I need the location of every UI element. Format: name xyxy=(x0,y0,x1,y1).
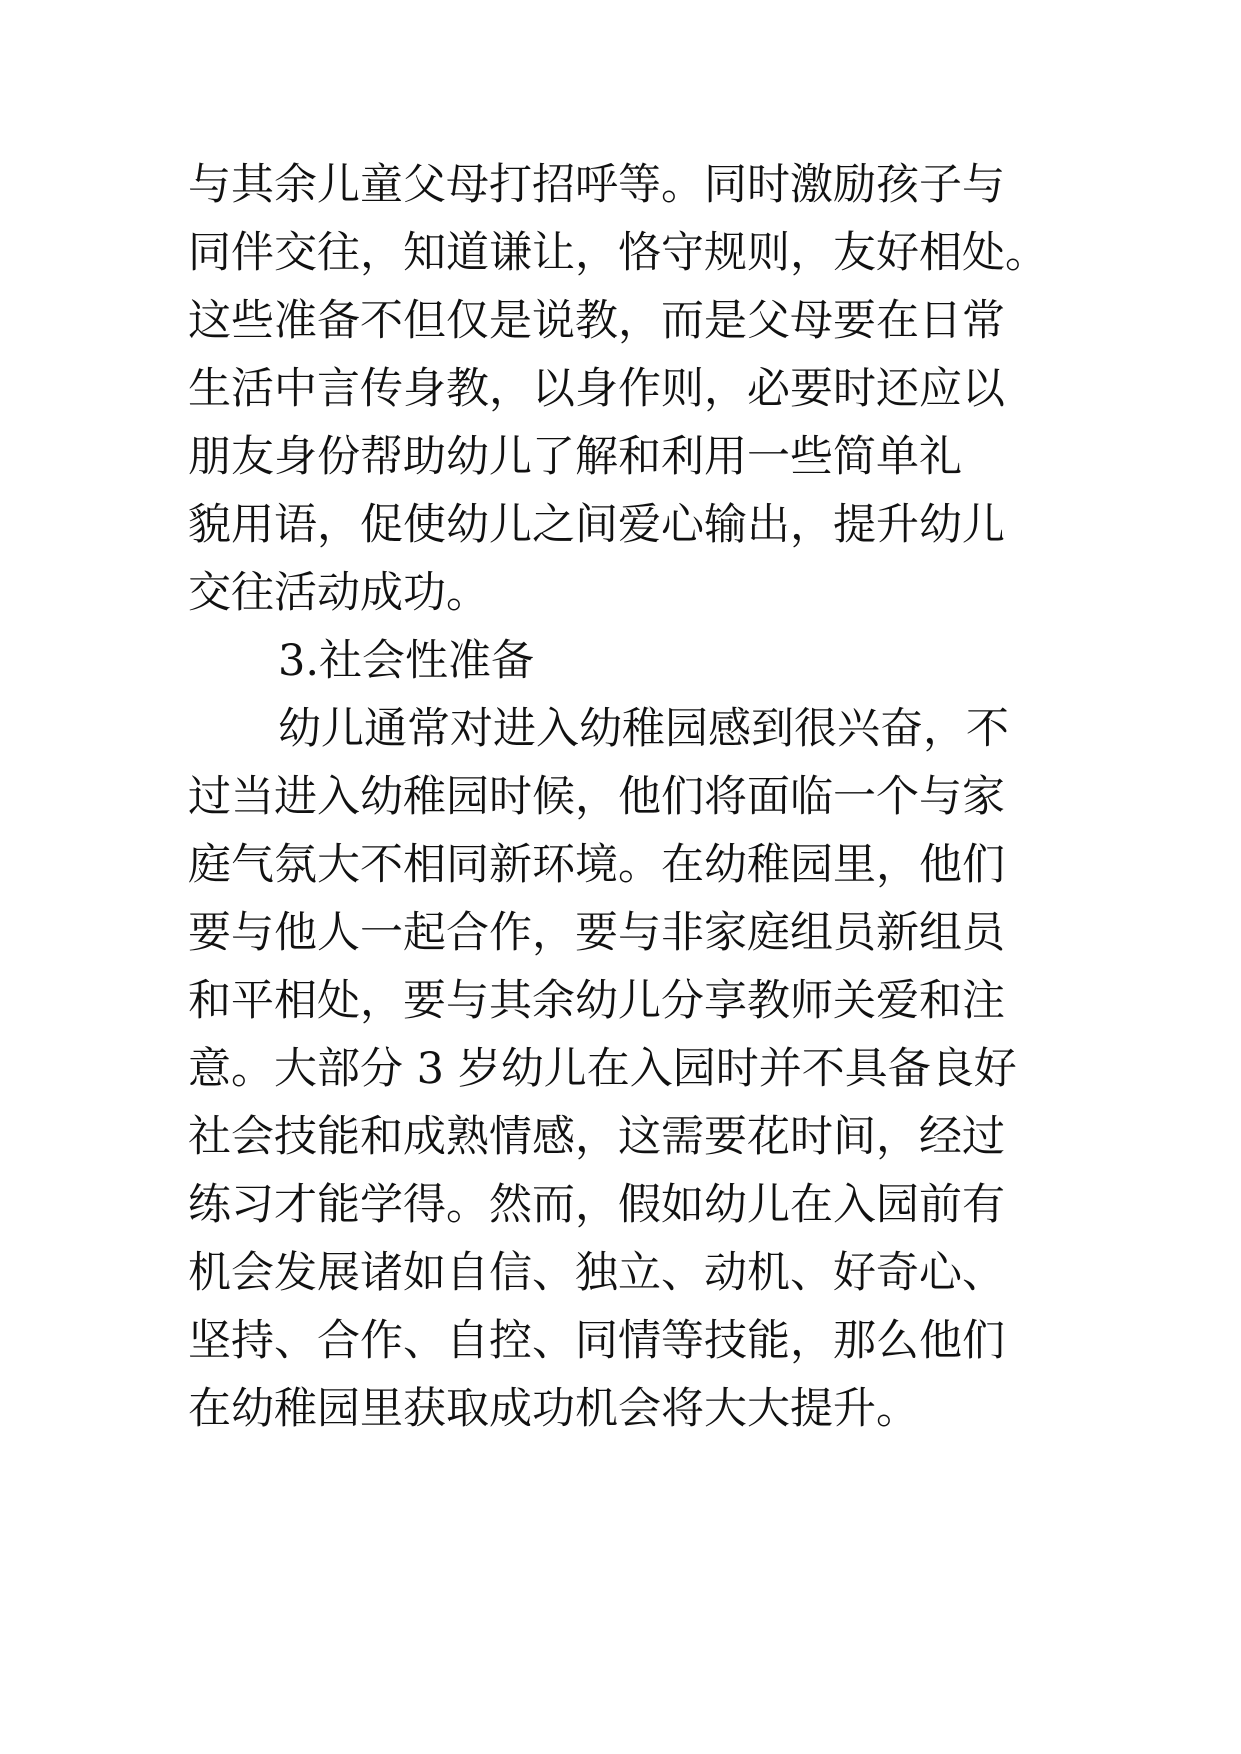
text-line: 和平相处，要与其余幼儿分享教师关爱和注 xyxy=(188,976,1005,1026)
text-line: 幼儿通常对进入幼稚园感到很兴奋，不 xyxy=(278,704,1009,754)
text-line: 过当进入幼稚园时候，他们将面临一个与家 xyxy=(188,772,1005,822)
text-line: 练习才能学得。然而，假如幼儿在入园前有 xyxy=(188,1180,1005,1230)
text-line: 在幼稚园里获取成功机会将大大提升。 xyxy=(188,1384,919,1434)
text-line: 生活中言传身教，以身作则，必要时还应以 xyxy=(188,364,1005,414)
text-line: 与其余儿童父母打招呼等。同时激励孩子与 xyxy=(188,160,1005,210)
text-line: 坚持、合作、自控、同情等技能，那么他们 xyxy=(188,1316,1005,1366)
text-line: 同伴交往，知道谦让，恪守规则，友好相处。 xyxy=(188,228,1048,278)
text-line: 貌用语，促使幼儿之间爱心输出，提升幼儿 xyxy=(188,500,1005,550)
text-line: 机会发展诸如自信、独立、动机、好奇心、 xyxy=(188,1248,1005,1298)
text-line: 社会技能和成熟情感，这需要花时间，经过 xyxy=(188,1112,1005,1162)
text-line: 要与他人一起合作，要与非家庭组员新组员 xyxy=(188,908,1005,958)
text-line: 庭气氛大不相同新环境。在幼稚园里，他们 xyxy=(188,840,1005,890)
section-heading: 3.社会性准备 xyxy=(278,636,535,686)
text-line: 朋友身份帮助幼儿了解和利用一些简单礼 xyxy=(188,432,962,482)
text-line: 这些准备不但仅是说教，而是父母要在日常 xyxy=(188,296,1005,346)
text-line: 交往活动成功。 xyxy=(188,568,489,618)
text-line: 意。大部分 3 岁幼儿在入园时并不具备良好 xyxy=(188,1044,1017,1094)
